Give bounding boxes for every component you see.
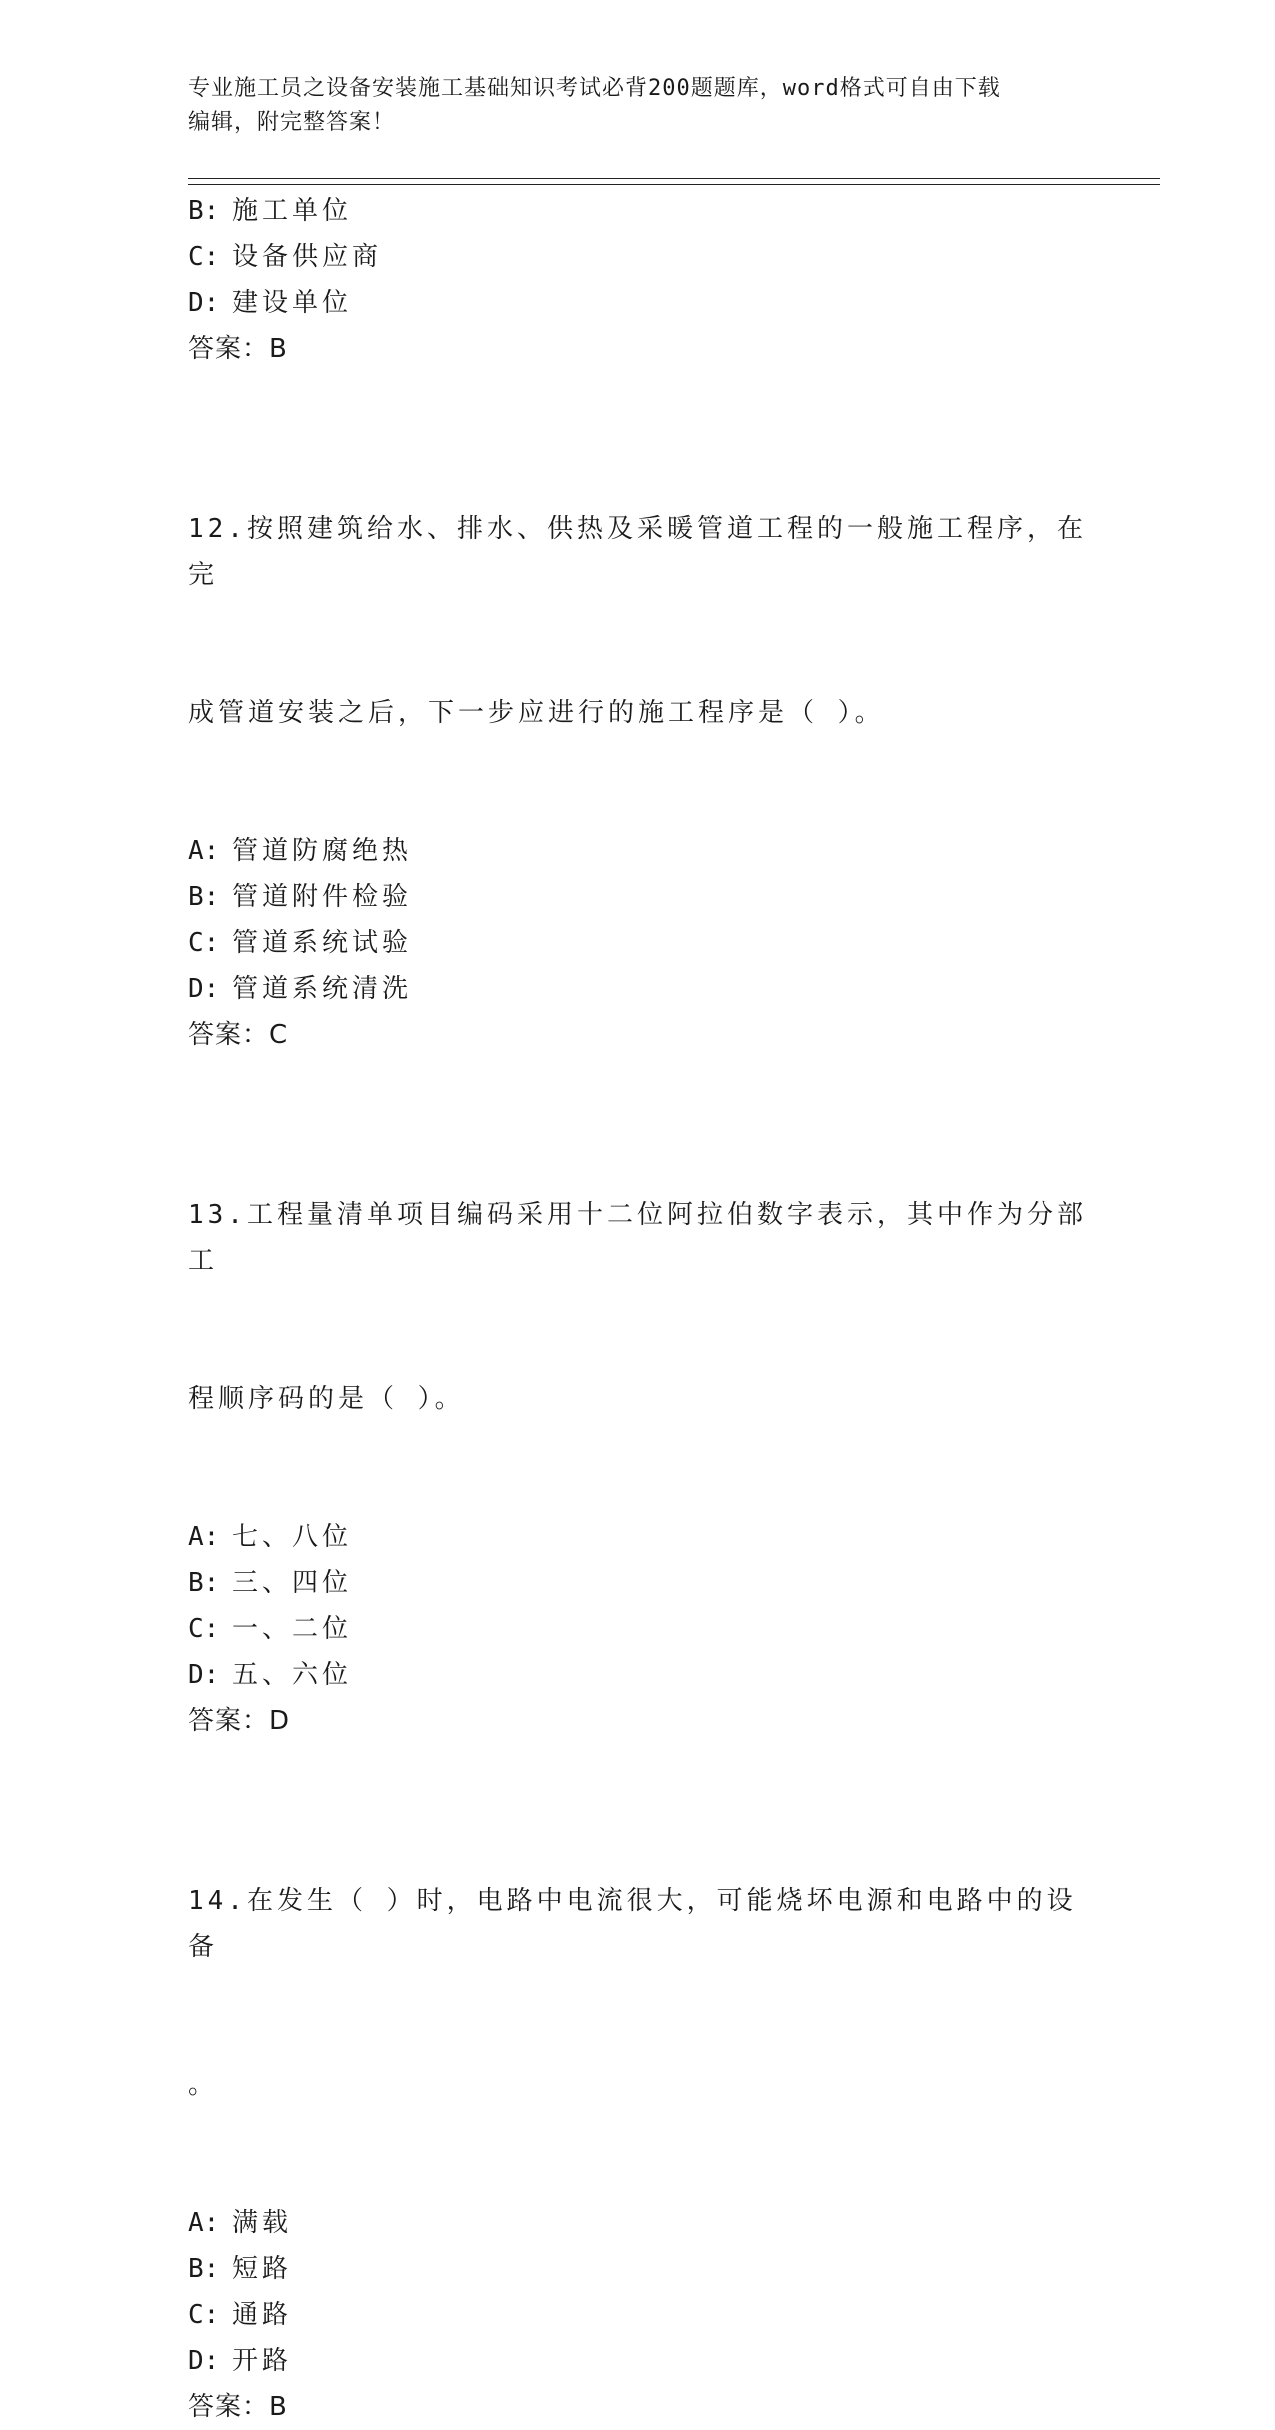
option-letter: D: [188, 974, 220, 1004]
header-divider-top [188, 178, 1160, 179]
option-b [188, 1560, 1088, 1606]
option-c [188, 234, 1088, 280]
question-stem-line-2: 。 [188, 2070, 219, 2100]
option-text: 一、二位 [232, 1614, 353, 1644]
option-c [188, 920, 1088, 966]
question-13 [188, 1100, 1088, 1744]
option-letter: B: [188, 882, 220, 912]
option-a [188, 828, 1088, 874]
answer-line: 答案：D [188, 1706, 291, 1736]
option-letter: A: [188, 836, 220, 866]
option-c [188, 2292, 1088, 2338]
option-b [188, 2246, 1088, 2292]
option-d [188, 966, 1088, 1012]
option-letter: B: [188, 1568, 220, 1598]
option-letter: C: [188, 928, 220, 958]
answer-line: 答案：C [188, 1020, 289, 1050]
option-text: 施工单位 [232, 196, 353, 226]
option-letter: A: [188, 2208, 220, 2238]
option-text: 管道防腐绝热 [232, 836, 413, 866]
option-letter: D: [188, 2346, 220, 2376]
question-stem [188, 1786, 1088, 2200]
question-stem [188, 1100, 1088, 1514]
option-text: 开路 [232, 2346, 293, 2376]
header-divider-bottom [188, 184, 1160, 185]
question-stem-line-1: 12.按照建筑给水、排水、供热及采暖管道工程的一般施工程序，在完 [188, 514, 1087, 590]
option-text: 七、八位 [232, 1522, 353, 1552]
option-letter: B: [188, 2254, 220, 2284]
question-11-partial [188, 188, 1088, 372]
option-text: 建设单位 [232, 288, 353, 318]
option-c [188, 1606, 1088, 1652]
option-text: 管道附件检验 [232, 882, 413, 912]
option-text: 通路 [232, 2300, 293, 2330]
option-text: 设备供应商 [232, 242, 383, 272]
option-text: 三、四位 [232, 1568, 353, 1598]
option-d [188, 1652, 1088, 1698]
question-stem-line-2: 成管道安装之后，下一步应进行的施工程序是（ ）。 [188, 698, 885, 728]
answer-line: 答案：B [188, 334, 288, 364]
option-d [188, 2338, 1088, 2384]
option-letter: D: [188, 288, 220, 318]
question-list [188, 188, 1088, 2430]
option-b [188, 874, 1088, 920]
option-text: 管道系统清洗 [232, 974, 413, 1004]
option-text: 五、六位 [232, 1660, 353, 1690]
question-stem-line-2: 程顺序码的是（ ）。 [188, 1384, 465, 1414]
question-stem-line-1: 13.工程量清单项目编码采用十二位阿拉伯数字表示，其中作为分部工 [188, 1200, 1087, 1276]
option-letter: C: [188, 1614, 220, 1644]
option-d [188, 280, 1088, 326]
option-text: 短路 [232, 2254, 293, 2284]
option-text: 满载 [232, 2208, 293, 2238]
option-a [188, 1514, 1088, 1560]
option-b [188, 188, 1088, 234]
question-14 [188, 1786, 1088, 2430]
question-stem-line-1: 14.在发生（ ）时，电路中电流很大，可能烧坏电源和电路中的设备 [188, 1886, 1077, 1962]
header-line-1: 专业施工员之设备安装施工基础知识考试必背200题题库，word格式可自由下载 [188, 76, 1001, 101]
option-letter: C: [188, 242, 220, 272]
option-letter: D: [188, 1660, 220, 1690]
question-12 [188, 414, 1088, 1058]
option-letter: C: [188, 2300, 220, 2330]
option-a [188, 2200, 1088, 2246]
option-letter: B: [188, 196, 220, 226]
question-stem [188, 414, 1088, 828]
answer-line: 答案：B [188, 2392, 288, 2422]
option-text: 管道系统试验 [232, 928, 413, 958]
header-line-2: 编辑，附完整答案！ [188, 110, 396, 135]
document-header [188, 72, 1088, 140]
option-letter: A: [188, 1522, 220, 1552]
